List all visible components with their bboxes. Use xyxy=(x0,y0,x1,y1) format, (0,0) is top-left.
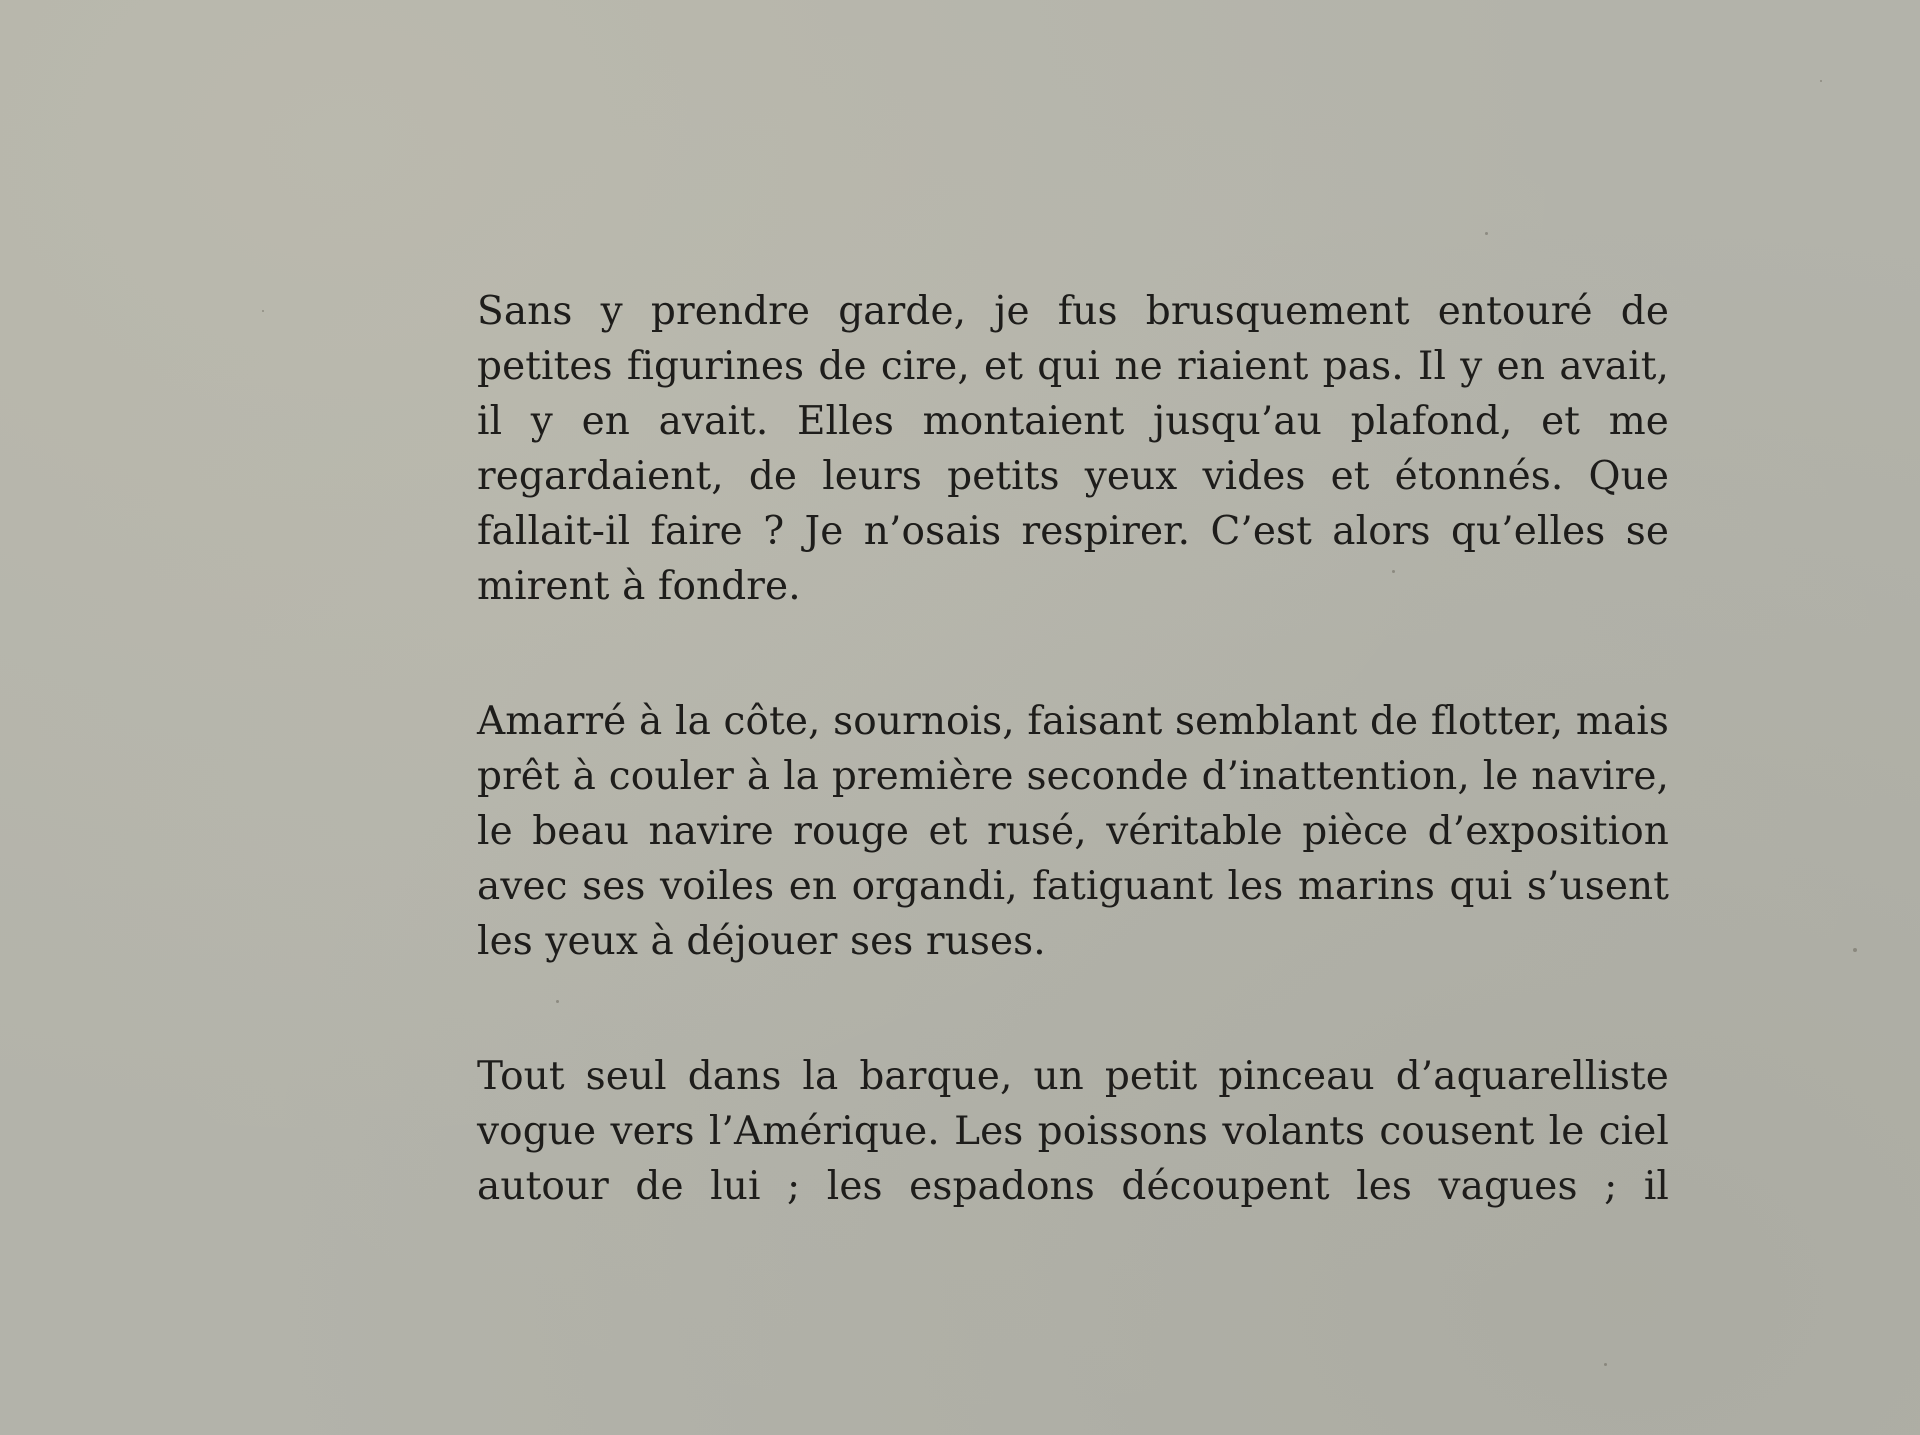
paragraph-wax-figurines: Sans y prendre garde, je fus brusquement entouré de petites figurines de cire, et qui ne riaient pas. Il y en avait, il y en avait. Elles montaient jusqu’au plafond, et me regardaient, de leurs petits yeux vides et étonnés. Que fallait-il faire ? Je n’osais respirer. C’est alors qu’elles se mirent à fondre. xyxy=(477,289,1669,609)
paragraph-watercolor-brush: Tout seul dans la barque, un petit pinceau d’aquarelliste vogue vers l’Amérique. Les poissons volants cousent le ciel autour de lui ; les espadons découpent les vagues ; il xyxy=(477,1054,1669,1209)
paper-speck xyxy=(1485,232,1488,235)
paper-speck xyxy=(1604,1363,1607,1366)
paper-speck xyxy=(1853,948,1857,952)
paper-speck xyxy=(556,1000,559,1003)
paper-speck xyxy=(1392,570,1395,573)
paper-speck xyxy=(1820,80,1822,82)
paragraph-red-ship: Amarré à la côte, sournois, faisant semblant de flotter, mais prêt à couler à la première seconde d’inattention, le navire, le beau navire rouge et rusé, véritable pièce d’exposition avec ses voiles en organdi, fatiguant les marins qui s’usent les yeux à déjouer ses ruses. xyxy=(477,699,1669,964)
paper-speck xyxy=(262,310,264,312)
